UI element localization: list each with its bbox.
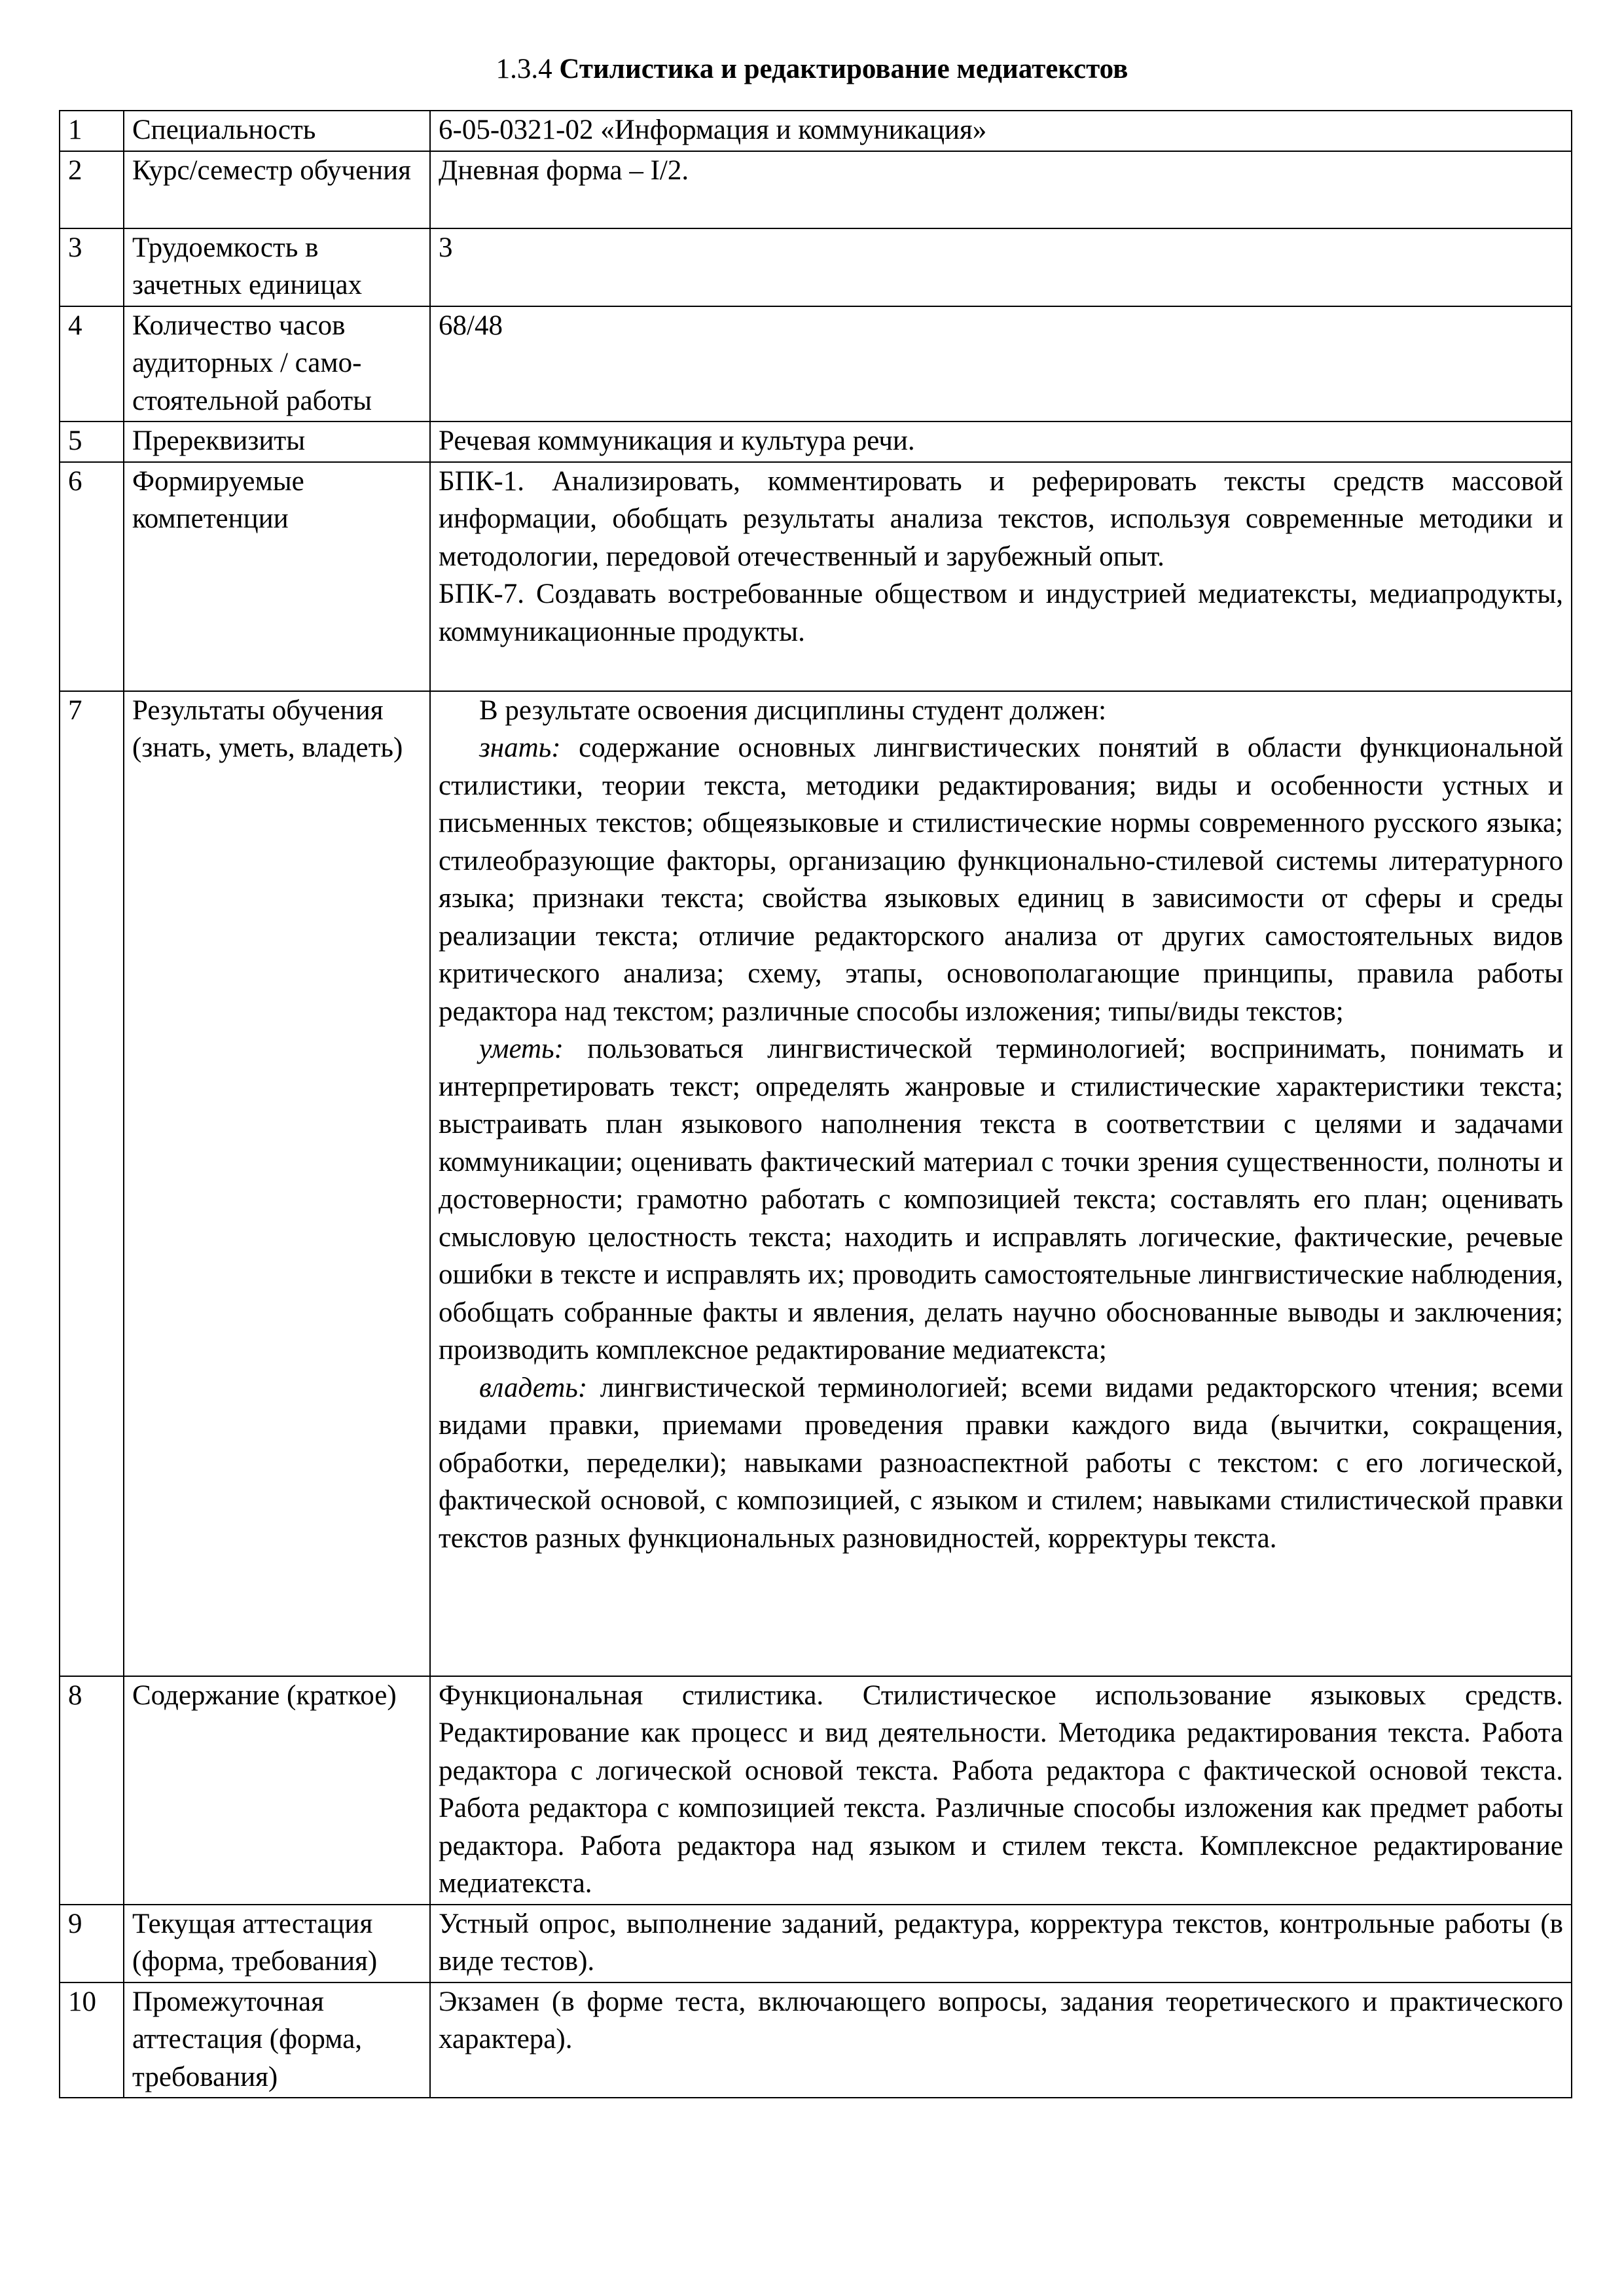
row-value: 3 <box>430 228 1572 306</box>
outcome-term: знать: <box>479 732 561 763</box>
table-row <box>60 1905 1572 1982</box>
row-number: 10 <box>60 1982 124 2098</box>
outcome-term: владеть: <box>479 1372 588 1403</box>
outcome-term: уметь: <box>479 1033 564 1064</box>
row-label: Пререквизиты <box>124 422 430 462</box>
row-label: Результаты обучения (знать, уметь, владеть) <box>124 691 430 1676</box>
row-label: Текущая аттестация (форма, требования) <box>124 1905 430 1982</box>
outcome-text: пользоваться лингвистической терминологией; воспринимать, понимать и интерпретировать текст; определять жанровые и стилистические характеристики текста; выстраивать план языкового наполнения текста в соответствии с целями и задачами коммуникации; оценивать фактический материал с точки зрения существенности, полноты и достоверности; грамотно работать с композицией текста; составлять его план; оценивать смысловую целостность текста; находить и исправлять логические, фактические, речевые ошибки в тексте и исправлять их; проводить самостоятельные лингвистические наблюдения, обобщать собранные факты и явления, делать научно обоснованные выводы и заключения; производить комплексное редактирование медиатекста; <box>439 1033 1563 1365</box>
row-number: 2 <box>60 151 124 228</box>
row-value: Функциональная стилистика. Стилистическое использование языковых средств. Редактирование как процесс и вид деятельности. Методика редактирования текста. Работа редактора с логической основой текста. Работа редактора с фактической основой текста. Работа редактора с композицией текста. Различные способы изложения как предмет работы редактора. Работа редактора над языком и стилем текста. Комплексное редактирование медиатекста. <box>430 1676 1572 1905</box>
section-number: 1.3.4 <box>496 54 552 84</box>
table-row <box>60 111 1572 151</box>
learning-outcome-can <box>439 1030 1563 1369</box>
row-number: 3 <box>60 228 124 306</box>
row-number: 4 <box>60 306 124 422</box>
row-number: 5 <box>60 422 124 462</box>
section-title: Стилистика и редактирование медиатекстов <box>559 54 1128 84</box>
learning-outcome-own <box>439 1369 1563 1558</box>
table-row <box>60 1676 1572 1905</box>
table-row <box>60 306 1572 422</box>
row-label: Формируемые компетенции <box>124 462 430 691</box>
row-value: 6-05-0321-02 «Информация и коммуникация» <box>430 111 1572 151</box>
row-number: 7 <box>60 691 124 1676</box>
row-value: Экзамен (в форме теста, включающего вопросы, задания теоретического и практического характера). <box>430 1982 1572 2098</box>
row-label: Содержание (краткое) <box>124 1676 430 1905</box>
section-heading <box>0 51 1624 88</box>
row-value: 68/48 <box>430 306 1572 422</box>
row-value: Устный опрос, выполнение заданий, редактура, корректура текстов, контрольные работы (в виде тестов). <box>430 1905 1572 1982</box>
row-label: Трудоемкость в зачетных единицах <box>124 228 430 306</box>
table-row <box>60 691 1572 1676</box>
competence-item: БПК-1. Анализировать, комментировать и реферировать тексты средств массовой информации, обобщать результаты анализа текстов, используя современные методики и методологии, передовой отечественный и зарубежный опыт. <box>439 465 1563 572</box>
row-value: Дневная форма – I/2. <box>430 151 1572 228</box>
outcome-text: лингвистической терминологией; всеми видами редакторского чтения; всеми видами правки, приемами проведения правки каждого вида (вычитки, сокращения, обработки, переделки); навыками разноаспектной работы с текстом: с его логической, фактической основой, с композицией, с языком и стилем; навыками стилистической правки текстов разных функциональных разновидностей, корректуры текста. <box>439 1372 1563 1554</box>
table-row <box>60 462 1572 691</box>
row-number: 8 <box>60 1676 124 1905</box>
table-row <box>60 1982 1572 2098</box>
row-value: Речевая коммуникация и культура речи. <box>430 422 1572 462</box>
row-number: 6 <box>60 462 124 691</box>
learning-outcome-know <box>439 729 1563 1030</box>
table-row <box>60 228 1572 306</box>
outcome-text: содержание основных лингвистических понятий в области функциональной стилистики, теории текста, методики редактирования; виды и особенности устных и письменных текстов; общеязыковые и стилистические нормы современного русского языка; стилеобразующие факторы, организацию функционально-стилевой системы литературного языка; признаки текста; свойства языковых единиц в зависимости от сферы и среды реализации текста; отличие редакторского анализа от других самостоятельных видов критического анализа; схему, этапы, основополагающие принципы, правила работы редактора над текстом; различные способы изложения; типы/виды текстов; <box>439 732 1563 1027</box>
row-label: Курс/семестр обучения <box>124 151 430 228</box>
row-value <box>430 462 1572 691</box>
row-label: Специальность <box>124 111 430 151</box>
table-row <box>60 422 1572 462</box>
table-row <box>60 151 1572 228</box>
row-value <box>430 691 1572 1676</box>
learning-outcomes-intro: В результате освоения дисциплины студент должен: <box>479 694 1107 726</box>
row-label: Промежуточная аттестация (форма, требования) <box>124 1982 430 2098</box>
competence-item: БПК-7. Создавать востребованные обществом и индустрией медиатексты, медиапродукты, коммуникационные продукты. <box>439 579 1563 647</box>
row-number: 1 <box>60 111 124 151</box>
row-number: 9 <box>60 1905 124 1982</box>
row-label: Количество часов аудиторных / само-стоятельной работы <box>124 306 430 422</box>
course-info-table <box>59 110 1572 2098</box>
